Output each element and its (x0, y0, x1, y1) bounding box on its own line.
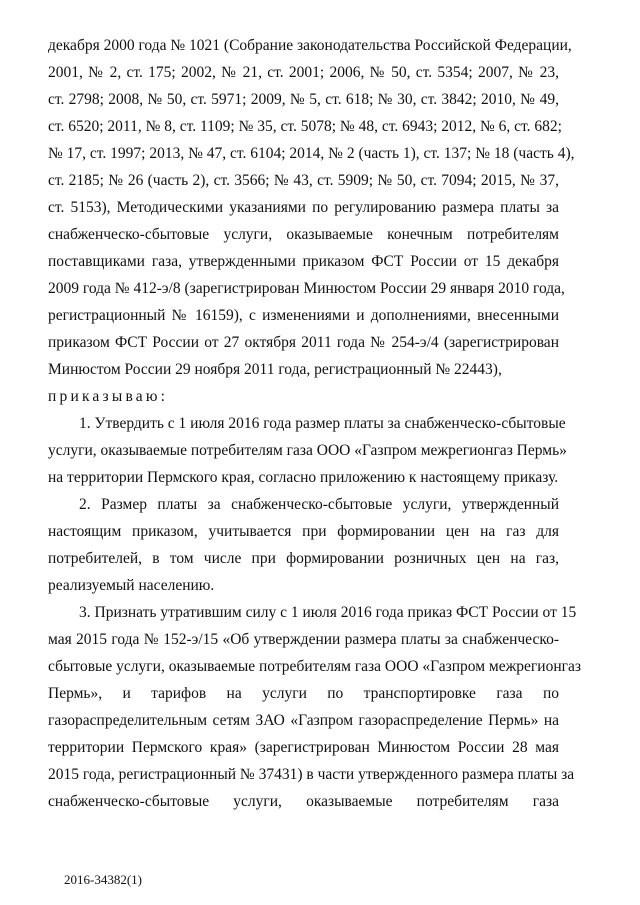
paragraph-3-line: сбытовые услуги, оказываемые потребителям газа ООО «Газпром межрегионгаз (48, 658, 581, 675)
paragraph-2-line: потребителей, в том числе при формировании розничных цен на газ, (48, 550, 559, 567)
paragraph-3-line: территории Пермского края» (зарегистрирован Минюстом России 28 мая (48, 739, 559, 756)
paragraph-3-line: снабженческо-сбытовые услуги, оказываемые потребителям газа (48, 793, 559, 810)
paragraph-2-line: 2. Размер платы за снабженческо-сбытовые услуги, утвержденный (79, 496, 559, 513)
paragraph-2-line: реализуемый населению. (48, 577, 215, 594)
text-line: 2009 года № 412-э/8 (зарегистрирован Минюстом России 29 января 2010 года, (48, 280, 565, 297)
paragraph-1-line: 1. Утвердить с 1 июля 2016 года размер платы за снабженческо-сбытовые (79, 415, 566, 432)
text-line: приказом ФСТ России от 27 октября 2011 года № 254-э/4 (зарегистрирован (48, 334, 559, 351)
text-line: декабря 2000 года № 1021 (Собрание законодательства Российской Федерации, (48, 37, 572, 54)
paragraph-1-line: на территории Пермского края, согласно приложению к настоящему приказу. (48, 469, 559, 486)
text-line: снабженческо-сбытовые услуги, оказываемые конечным потребителям (48, 226, 559, 243)
text-line: ст. 5153), Методическими указаниями по регулированию размера платы за (48, 199, 559, 216)
paragraph-3-line: газораспределительным сетям ЗАО «Газпром газораспределение Пермь» на (48, 712, 559, 729)
document-registration-number: 2016-34382(1) (64, 872, 142, 887)
paragraph-3-line: мая 2015 года № 152-э/15 «Об утверждении размера платы за снабженческо- (48, 631, 559, 648)
text-line: ст. 6520; 2011, № 8, ст. 1109; № 35, ст. 5078; № 48, ст. 6943; 2012, № 6, ст. 682; (48, 118, 562, 135)
text-line: регистрационный № 16159), с изменениями и дополнениями, внесенными (48, 307, 559, 324)
text-line: Минюстом России 29 ноября 2011 года, регистрационный № 22443), (48, 361, 502, 378)
text-line: ст. 2185; № 26 (часть 2), ст. 3566; № 43, ст. 5909; № 50, ст. 7094; 2015, № 37, (48, 172, 559, 189)
text-line: ст. 2798; 2008, № 50, ст. 5971; 2009, № 5, ст. 618; № 30, ст. 3842; 2010, № 49, (48, 91, 559, 108)
text-line: 2001, № 2, ст. 175; 2002, № 21, ст. 2001; 2006, № 50, ст. 5354; 2007, № 23, (48, 64, 559, 81)
paragraph-3-line: Пермь», и тарифов на услуги по транспортировке газа по (48, 685, 559, 702)
paragraph-3-line: 3. Признать утратившим силу с 1 июля 2016 года приказ ФСТ России от 15 (79, 604, 577, 621)
text-line: № 17, ст. 1997; 2013, № 47, ст. 6104; 2014, № 2 (часть 1), ст. 137; № 18 (часть 4), (48, 145, 575, 162)
paragraph-2-line: настоящим приказом, учитывается при формировании цен на газ для (48, 523, 559, 540)
order-heading: приказываю: (48, 388, 169, 405)
paragraph-3-line: 2015 года, регистрационный № 37431) в части утвержденного размера платы за (48, 766, 575, 783)
paragraph-1-line: услуги, оказываемые потребителям газа ООО «Газпром межрегионгаз Пермь» (48, 442, 567, 459)
text-line: поставщиками газа, утвержденными приказом ФСТ России от 15 декабря (48, 253, 559, 270)
